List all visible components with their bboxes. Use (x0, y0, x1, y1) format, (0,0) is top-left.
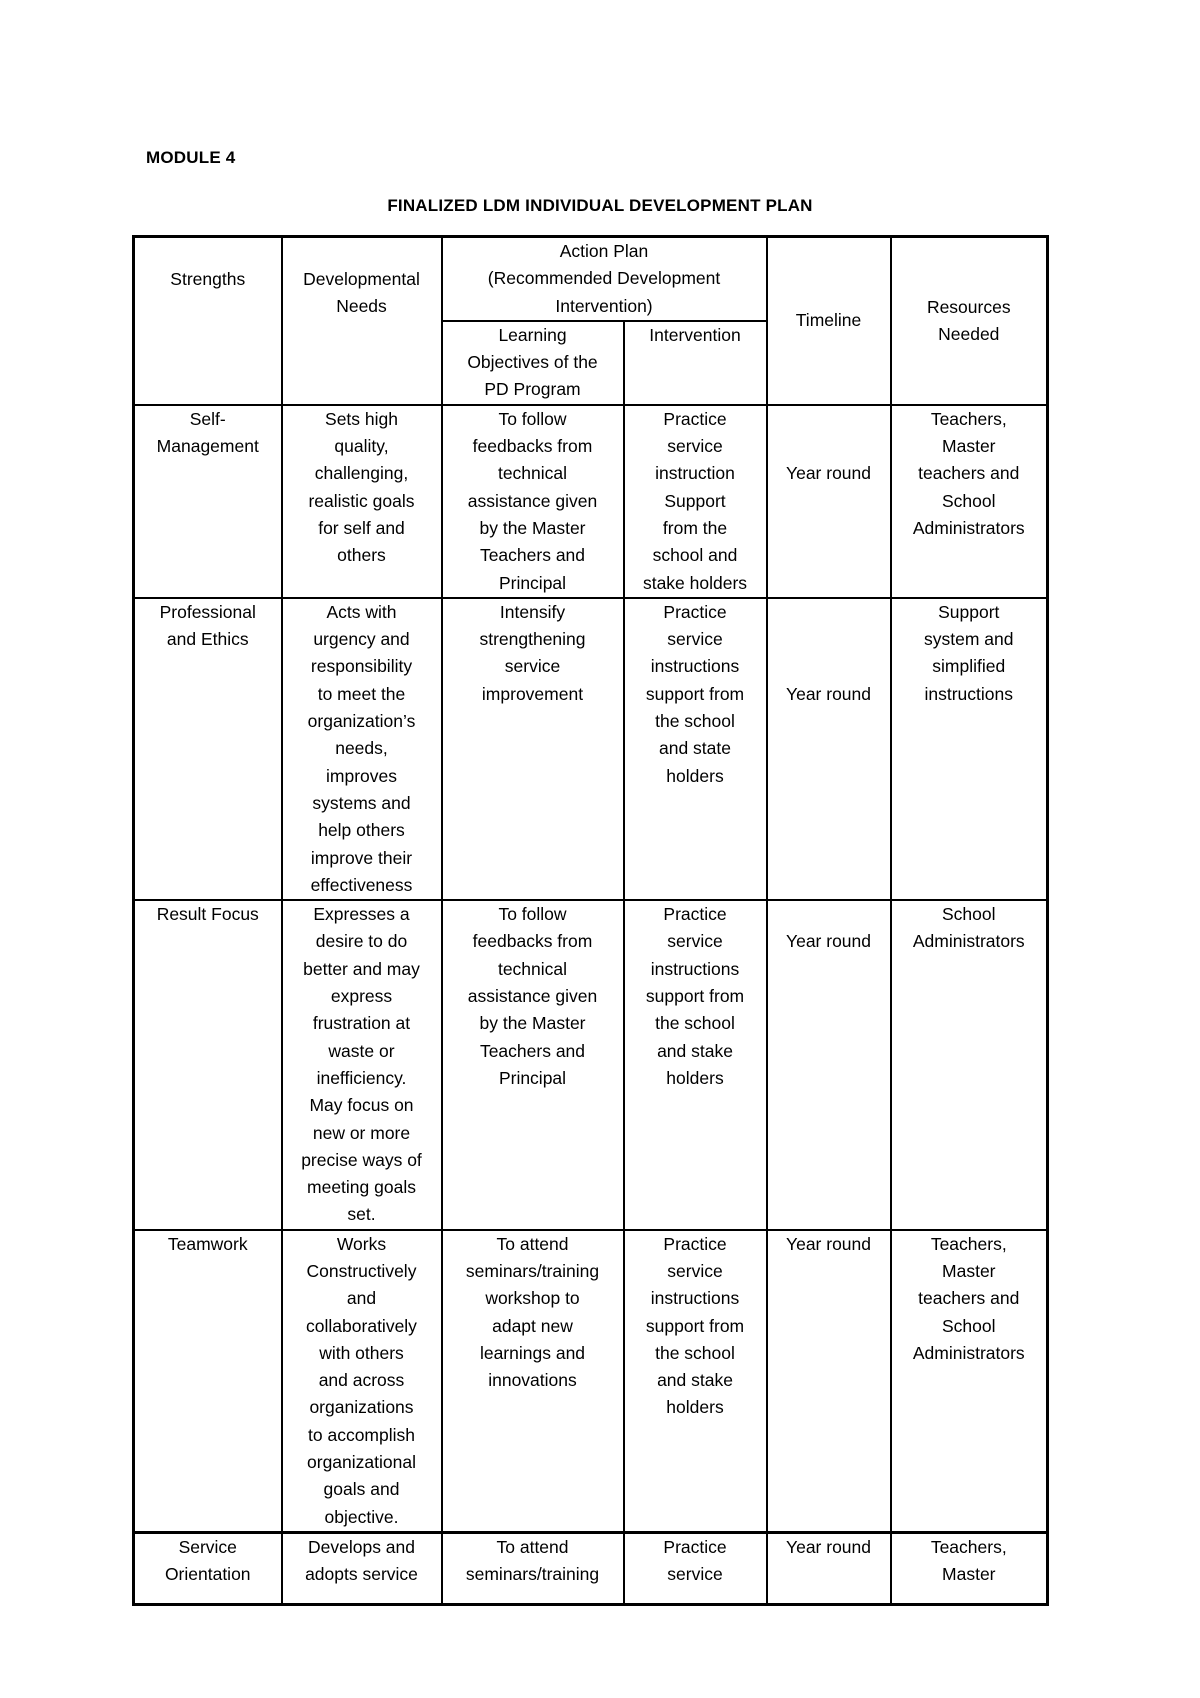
table-row (134, 1532, 1048, 1604)
table-row (134, 598, 1048, 900)
development-plan-table (132, 235, 1049, 1606)
header-intervention: Intervention (624, 321, 767, 405)
resources-cell: Teachers, Master teachers and School Administrators (891, 405, 1048, 598)
table-row (134, 1230, 1048, 1533)
header-row (134, 237, 1048, 321)
intervention-cell: Practice service instruction Support from the school and stake holders (624, 405, 767, 598)
header-timeline: Timeline (767, 237, 891, 405)
timeline-cell: Year round (767, 900, 891, 1230)
need-cell: Sets high quality, challenging, realistic goals for self and others (282, 405, 442, 598)
strength-cell: Teamwork (134, 1230, 282, 1533)
intervention-cell: Practice service instructions support from the school and stake holders (624, 900, 767, 1230)
module-heading: MODULE 4 (146, 148, 236, 167)
strength-cell: Professional and Ethics (134, 598, 282, 900)
need-cell: Works Constructively and collaboratively with others and across organizations to accomplish organizational goals and objective. (282, 1230, 442, 1533)
resources-cell: Teachers, Master (891, 1532, 1048, 1604)
objective-cell: To attend seminars/training (442, 1532, 624, 1604)
intervention-cell: Practice service instructions support from the school and state holders (624, 598, 767, 900)
objective-cell: To follow feedbacks from technical assistance given by the Master Teachers and Principal (442, 405, 624, 598)
need-cell: Expresses a desire to do better and may express frustration at waste or inefficiency. May focus on new or more precise ways of meeting goals set. (282, 900, 442, 1230)
intervention-cell: Practice service (624, 1532, 767, 1604)
objective-cell: Intensify strengthening service improvement (442, 598, 624, 900)
timeline-cell: Year round (767, 1532, 891, 1604)
intervention-cell: Practice service instructions support from the school and stake holders (624, 1230, 767, 1533)
strength-cell: Service Orientation (134, 1532, 282, 1604)
timeline-cell: Year round (767, 1230, 891, 1533)
header-developmental-needs: Developmental Needs (282, 237, 442, 405)
strength-cell: Self- Management (134, 405, 282, 598)
header-learning-objectives: Learning Objectives of the PD Program (442, 321, 624, 405)
need-cell: Acts with urgency and responsibility to meet the organization’s needs, improves systems and help others improve their effectiveness (282, 598, 442, 900)
objective-cell: To attend seminars/training workshop to adapt new learnings and innovations (442, 1230, 624, 1533)
strength-cell: Result Focus (134, 900, 282, 1230)
timeline-cell: Year round (767, 598, 891, 900)
table-row (134, 405, 1048, 598)
header-resources-needed: Resources Needed (891, 237, 1048, 405)
timeline-cell: Year round (767, 405, 891, 598)
need-cell: Develops and adopts service (282, 1532, 442, 1604)
table-row (134, 900, 1048, 1230)
document-title: FINALIZED LDM INDIVIDUAL DEVELOPMENT PLAN (387, 196, 813, 215)
resources-cell: Support system and simplified instructions (891, 598, 1048, 900)
resources-cell: Teachers, Master teachers and School Administrators (891, 1230, 1048, 1533)
resources-cell: School Administrators (891, 900, 1048, 1230)
header-action-plan: Action Plan (Recommended Development Intervention) (442, 237, 767, 321)
header-strengths: Strengths (134, 237, 282, 405)
objective-cell: To follow feedbacks from technical assistance given by the Master Teachers and Principal (442, 900, 624, 1230)
